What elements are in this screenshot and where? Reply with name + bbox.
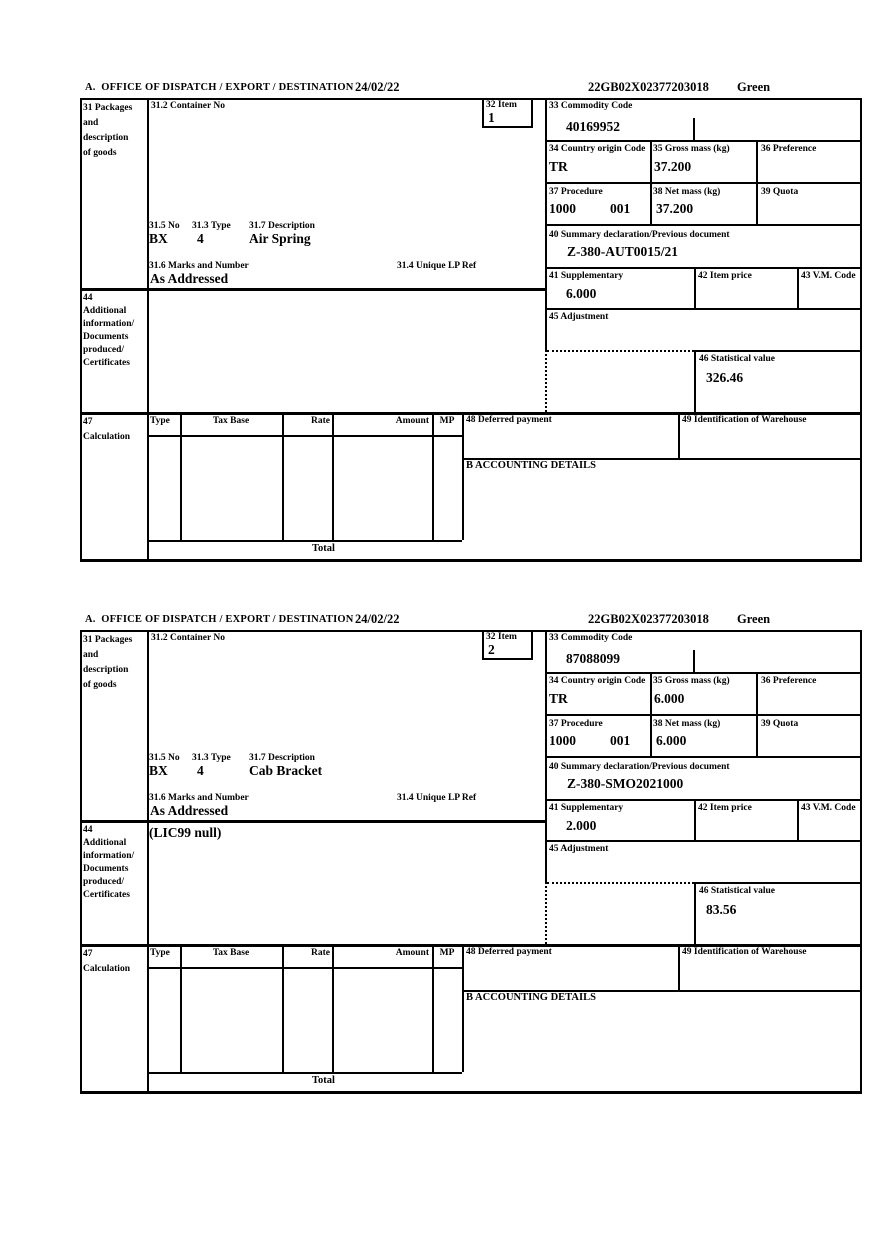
marks-and-number-value: As Addressed xyxy=(150,271,229,286)
routing-indicator: Green xyxy=(737,80,771,94)
form-outer-border xyxy=(80,630,862,1094)
box31-4-label: 31.4 Unique LP Ref xyxy=(397,793,477,803)
gross-mass-value: 37.200 xyxy=(654,159,692,174)
country-origin-value: TR xyxy=(549,159,568,174)
box41-label: 41 Supplementary xyxy=(549,803,624,813)
grid-line xyxy=(432,412,434,540)
box33-label: 33 Commodity Code xyxy=(549,633,633,643)
box31-6-label: 31.6 Marks and Number xyxy=(149,793,249,803)
declaration-item-section-2 xyxy=(0,612,882,1117)
label-line: 44 xyxy=(83,293,93,303)
statistical-value: 326.46 xyxy=(706,370,744,385)
dotted-line xyxy=(547,350,694,352)
box39-label: 39 Quota xyxy=(761,719,799,729)
goods-description-value: Cab Bracket xyxy=(249,763,323,778)
grid-line xyxy=(678,412,680,458)
grid-line xyxy=(650,672,652,756)
packages-no-value: BX xyxy=(149,763,168,778)
box45-label: 45 Adjustment xyxy=(549,844,609,854)
grid-line xyxy=(545,267,862,269)
box31-4-label: 31.4 Unique LP Ref xyxy=(397,261,477,271)
box44-label xyxy=(83,292,134,370)
calc-header-mp: MP xyxy=(439,948,455,958)
box47-label xyxy=(83,415,130,445)
box31-6-label: 31.6 Marks and Number xyxy=(149,261,249,271)
box42-label: 42 Item price xyxy=(698,803,752,813)
grid-line xyxy=(797,267,799,308)
grid-line xyxy=(147,967,462,969)
grid-line xyxy=(694,267,696,308)
box38-label: 38 Net mass (kg) xyxy=(653,719,721,729)
box46-label: 46 Statistical value xyxy=(699,886,775,896)
supplementary-units-value: 6.000 xyxy=(566,286,597,301)
grid-line xyxy=(147,1072,462,1074)
packages-no-value: BX xyxy=(149,231,168,246)
box31-3-label: 31.3 Type xyxy=(192,753,231,763)
box34-label: 34 Country origin Code xyxy=(549,676,646,686)
label-line: Calculation xyxy=(83,964,130,974)
label-line: information/ xyxy=(83,319,135,329)
box33-label: 33 Commodity Code xyxy=(549,101,633,111)
box31-5-label: 31.5 No xyxy=(149,221,180,231)
grid-line xyxy=(797,799,799,840)
calc-header-type: Type xyxy=(150,948,170,958)
office-of-dispatch-label: A. OFFICE OF DISPATCH / EXPORT / DESTINATION xyxy=(85,614,354,625)
item-number-value: 1 xyxy=(488,110,495,125)
grid-line xyxy=(545,756,862,758)
grid-line xyxy=(756,140,758,224)
box46-label: 46 Statistical value xyxy=(699,354,775,364)
box41-label: 41 Supplementary xyxy=(549,271,624,281)
box32-label: 32 Item xyxy=(486,632,517,642)
accounting-details-label: B ACCOUNTING DETAILS xyxy=(466,992,596,1003)
declaration-date: 24/02/22 xyxy=(355,80,400,94)
declaration-reference: 22GB02X02377203018 xyxy=(588,612,709,626)
grid-line xyxy=(694,350,696,412)
grid-line xyxy=(147,435,462,437)
packages-type-value: 4 xyxy=(197,231,204,246)
grid-line xyxy=(756,672,758,756)
box31-3-label: 31.3 Type xyxy=(192,221,231,231)
box31-label xyxy=(83,633,132,693)
box37-label: 37 Procedure xyxy=(549,719,603,729)
label-line: 47 xyxy=(83,949,93,959)
declaration-date: 24/02/22 xyxy=(355,612,400,626)
label-line: description xyxy=(83,665,129,675)
grid-line xyxy=(180,944,182,1072)
commodity-code-divider xyxy=(693,650,695,672)
commodity-code-value: 40169952 xyxy=(566,119,620,134)
box31-label xyxy=(83,101,132,161)
box31-2-label: 31.2 Container No xyxy=(151,101,225,111)
grid-line xyxy=(694,882,862,884)
calc-header-tax-base: Tax Base xyxy=(212,416,250,426)
statistical-value: 83.56 xyxy=(706,902,737,917)
grid-line xyxy=(650,140,652,224)
box36-label: 36 Preference xyxy=(761,676,817,686)
label-line: Certificates xyxy=(83,358,130,368)
grid-line xyxy=(545,840,862,842)
box49-label: 49 Identification of Warehouse xyxy=(682,947,807,957)
grid-line xyxy=(694,350,862,352)
grid-line xyxy=(545,799,862,801)
grid-line xyxy=(545,714,862,716)
label-line: 31 Packages xyxy=(83,635,133,645)
label-line: Additional xyxy=(83,838,127,848)
office-of-dispatch-label: A. OFFICE OF DISPATCH / EXPORT / DESTINATION xyxy=(85,82,354,93)
form-outer-border xyxy=(80,98,862,562)
commodity-code-value: 87088099 xyxy=(566,651,620,666)
label-line: 31 Packages xyxy=(83,103,133,113)
total-label: Total xyxy=(312,543,335,554)
grid-line xyxy=(282,412,284,540)
box40-label: 40 Summary declaration/Previous document xyxy=(549,762,730,772)
procedure-code2-value: 001 xyxy=(610,201,631,216)
box31-5-label: 31.5 No xyxy=(149,753,180,763)
summary-declaration-value: Z-380-AUT0015/21 xyxy=(567,244,678,259)
grid-line xyxy=(282,944,284,1072)
grid-line xyxy=(545,182,862,184)
grid-line xyxy=(545,140,862,142)
country-origin-value: TR xyxy=(549,691,568,706)
routing-indicator: Green xyxy=(737,612,771,626)
label-line: Documents xyxy=(83,332,129,342)
box35-label: 35 Gross mass (kg) xyxy=(653,144,730,154)
calc-header-rate: Rate xyxy=(311,416,330,426)
grid-line xyxy=(147,630,149,1094)
calc-header-rate: Rate xyxy=(311,948,330,958)
goods-description-value: Air Spring xyxy=(249,231,311,246)
label-line: description xyxy=(83,133,129,143)
total-label: Total xyxy=(312,1075,335,1086)
grid-line xyxy=(80,820,547,823)
calc-header-amount: Amount xyxy=(395,416,429,426)
grid-line xyxy=(147,540,462,542)
box49-label: 49 Identification of Warehouse xyxy=(682,415,807,425)
label-line: Documents xyxy=(83,864,129,874)
procedure-value: 1000 xyxy=(549,733,576,748)
label-line: and xyxy=(83,650,99,660)
gross-mass-value: 6.000 xyxy=(654,691,685,706)
marks-and-number-value: As Addressed xyxy=(150,803,229,818)
summary-declaration-value: Z-380-SMO2021000 xyxy=(567,776,684,791)
label-line: of goods xyxy=(83,680,117,690)
box43-label: 43 V.M. Code xyxy=(801,803,856,813)
box47-label xyxy=(83,947,130,977)
label-line: of goods xyxy=(83,148,117,158)
box38-label: 38 Net mass (kg) xyxy=(653,187,721,197)
box32-label: 32 Item xyxy=(486,100,517,110)
grid-line xyxy=(180,412,182,540)
grid-line xyxy=(462,412,464,540)
grid-line xyxy=(678,944,680,990)
label-line: 47 xyxy=(83,417,93,427)
box48-label: 48 Deferred payment xyxy=(466,415,552,425)
net-mass-value: 37.200 xyxy=(656,201,694,216)
additional-information-value: (LIC99 null) xyxy=(149,825,222,840)
dotted-line xyxy=(545,882,547,944)
declaration-item-section-1 xyxy=(0,80,882,585)
label-line: Certificates xyxy=(83,890,130,900)
packages-type-value: 4 xyxy=(197,763,204,778)
dotted-line xyxy=(547,882,694,884)
box45-label: 45 Adjustment xyxy=(549,312,609,322)
box39-label: 39 Quota xyxy=(761,187,799,197)
procedure-code2-value: 001 xyxy=(610,733,631,748)
label-line: and xyxy=(83,118,99,128)
declaration-reference: 22GB02X02377203018 xyxy=(588,80,709,94)
grid-line xyxy=(432,944,434,1072)
box31-7-label: 31.7 Description xyxy=(249,753,315,763)
box48-label: 48 Deferred payment xyxy=(466,947,552,957)
commodity-code-divider xyxy=(693,118,695,140)
box31-2-label: 31.2 Container No xyxy=(151,633,225,643)
label-line: 44 xyxy=(83,825,93,835)
grid-line xyxy=(694,882,696,944)
box42-label: 42 Item price xyxy=(698,271,752,281)
label-line: Calculation xyxy=(83,432,130,442)
accounting-details-label: B ACCOUNTING DETAILS xyxy=(466,460,596,471)
net-mass-value: 6.000 xyxy=(656,733,687,748)
grid-line xyxy=(545,224,862,226)
box34-label: 34 Country origin Code xyxy=(549,144,646,154)
calc-header-tax-base: Tax Base xyxy=(212,948,250,958)
box37-label: 37 Procedure xyxy=(549,187,603,197)
label-line: produced/ xyxy=(83,877,125,887)
grid-line xyxy=(147,98,149,562)
grid-line xyxy=(332,944,334,1072)
grid-line xyxy=(462,944,464,1072)
box43-label: 43 V.M. Code xyxy=(801,271,856,281)
label-line: produced/ xyxy=(83,345,125,355)
grid-line xyxy=(332,412,334,540)
box44-label xyxy=(83,824,134,902)
calc-header-mp: MP xyxy=(439,416,455,426)
grid-line xyxy=(545,672,862,674)
grid-line xyxy=(694,799,696,840)
label-line: information/ xyxy=(83,851,135,861)
box36-label: 36 Preference xyxy=(761,144,817,154)
box35-label: 35 Gross mass (kg) xyxy=(653,676,730,686)
supplementary-units-value: 2.000 xyxy=(566,818,597,833)
dotted-line xyxy=(545,350,547,412)
box40-label: 40 Summary declaration/Previous document xyxy=(549,230,730,240)
procedure-value: 1000 xyxy=(549,201,576,216)
grid-line xyxy=(80,288,547,291)
grid-line xyxy=(545,308,862,310)
calc-header-type: Type xyxy=(150,416,170,426)
item-number-value: 2 xyxy=(488,642,495,657)
calc-header-amount: Amount xyxy=(395,948,429,958)
box31-7-label: 31.7 Description xyxy=(249,221,315,231)
label-line: Additional xyxy=(83,306,127,316)
